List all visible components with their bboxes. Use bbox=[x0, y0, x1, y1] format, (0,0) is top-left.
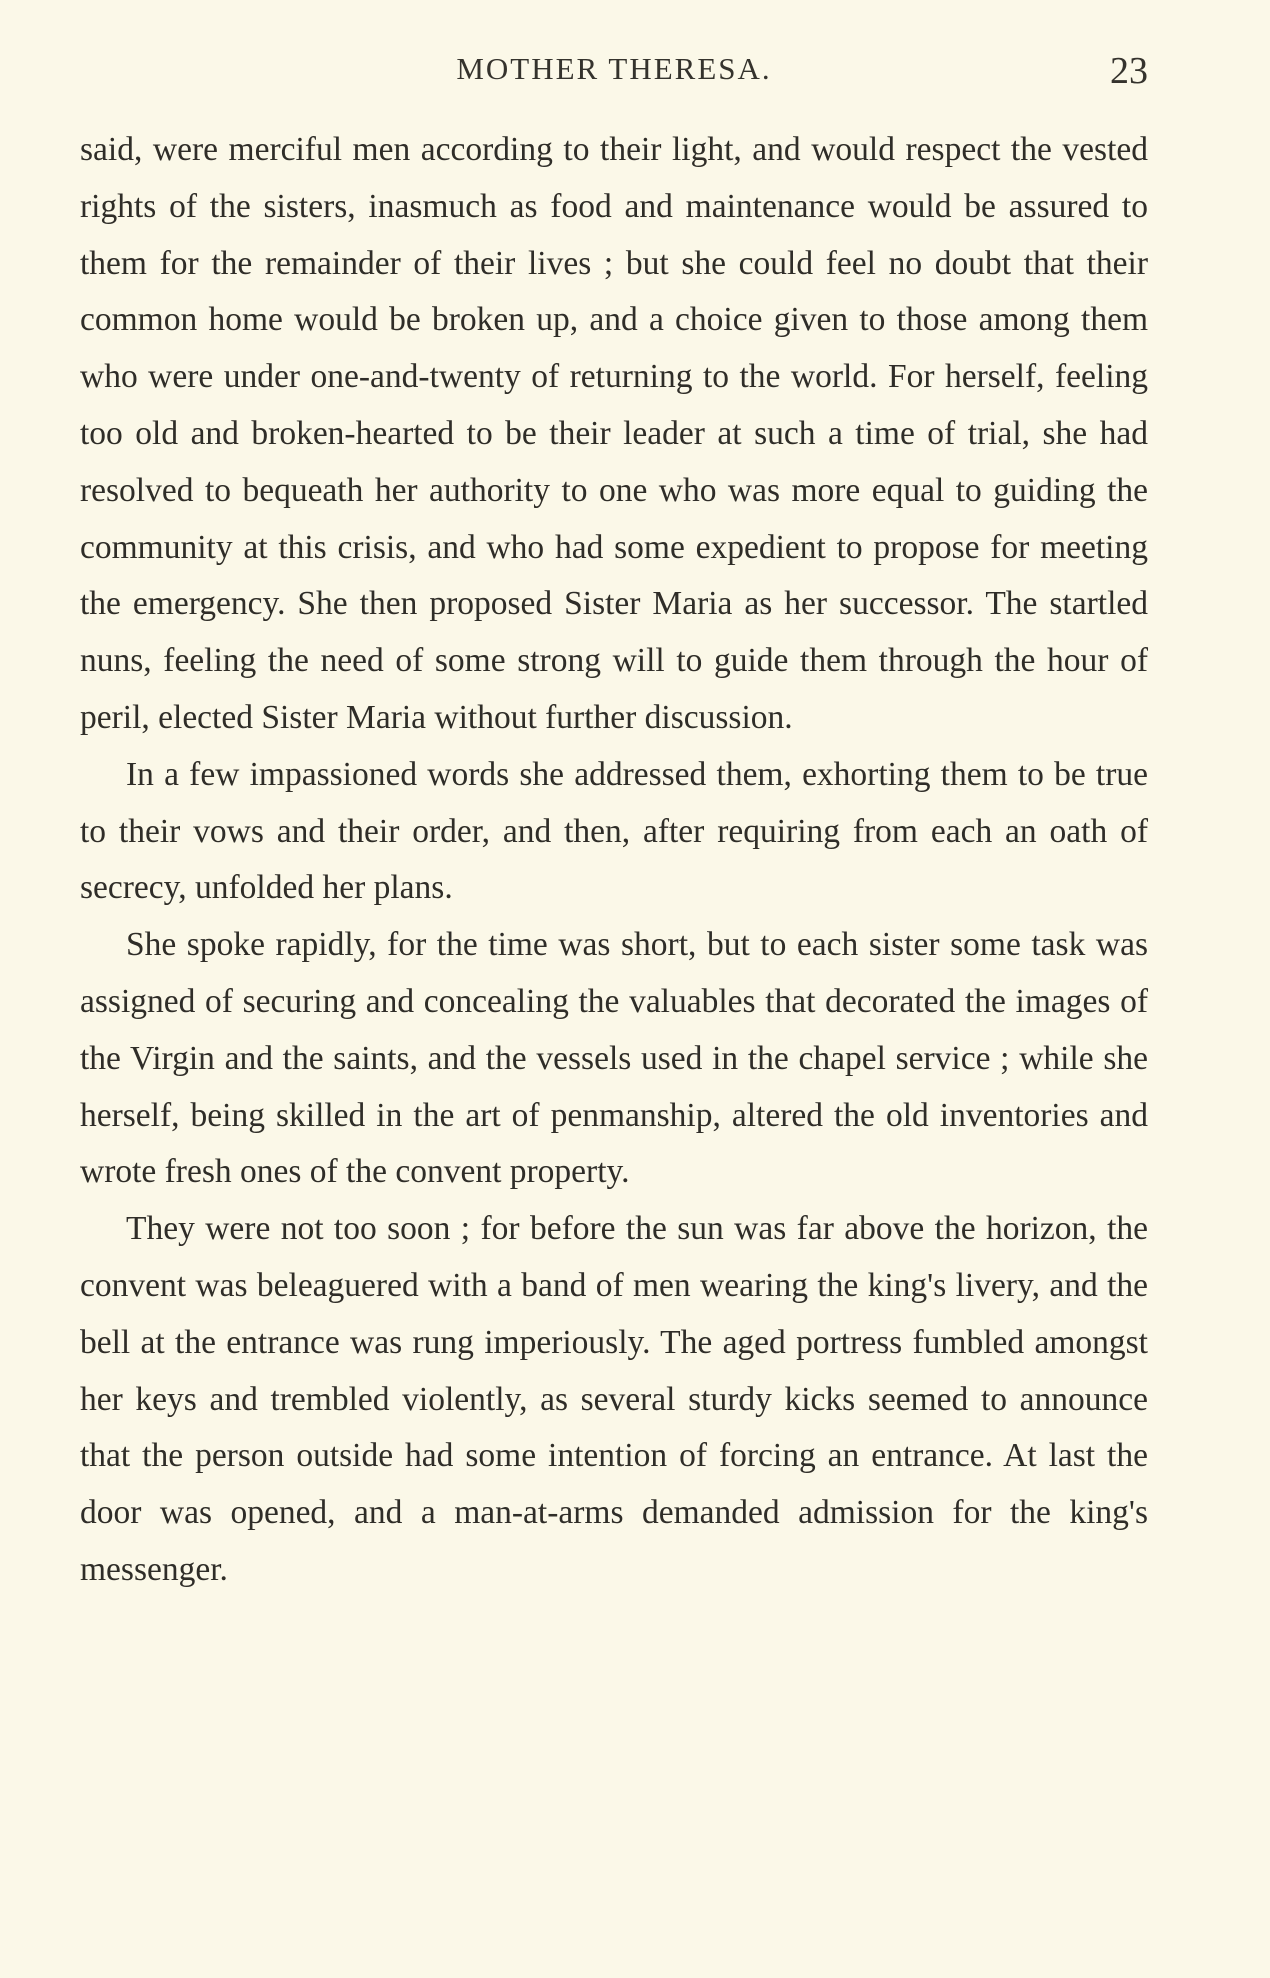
paragraph-4: They were not too soon ; for before the sun was far above the horizon, the convent was beleaguered with a band of men wearing the king's livery, and the bell at the entrance was rung imperiously. The aged portress fumbled amongst her keys and trembled violently, as several sturdy kicks seemed to announce that the person outside had some intention of forcing an entrance. At last the door was opened, and a man-at-arms demanded admission for the king's messenger. bbox=[80, 1210, 1148, 1588]
paragraph-3: She spoke rapidly, for the time was short, but to each sister some task was assigned of securing and concealing the valuables that decorated the images of the Virgin and the saints, and the vessels used in the chapel service ; while she herself, being skilled in the art of penmanship, altered the old inventories and wrote fresh ones of the convent property. bbox=[80, 926, 1148, 1191]
running-head bbox=[80, 44, 1148, 104]
paragraph-2: In a few impassioned words she addressed them, exhorting them to be true to their vows and their order, and then, after requiring from each an oath of secrecy, unfolded her plans. bbox=[80, 755, 1148, 907]
running-title: MOTHER THERESA. bbox=[456, 51, 772, 86]
paragraph-1: said, were merciful men according to their light, and would respect the vested rights of the sisters, inasmuch as food and maintenance would be assured to them for the remainder of their lives ; but she could feel no doubt that their common home would be broken up, and a choice given to those among them who were under one-and-twenty of returning to the world. For herself, feeling too old and broken-hearted to be their leader at such a time of trial, she had resolved to bequeath her authority to one who was more equal to guiding the community at this crisis, and who had some expedient to propose for meeting the emergency. She then proposed Sister Maria as her successor. The startled nuns, feeling the need of some strong will to guide them through the hour of peril, elected Sister Maria without further discussion. bbox=[80, 131, 1148, 736]
page-number: 23 bbox=[1110, 50, 1148, 92]
body-text bbox=[80, 122, 1148, 1599]
